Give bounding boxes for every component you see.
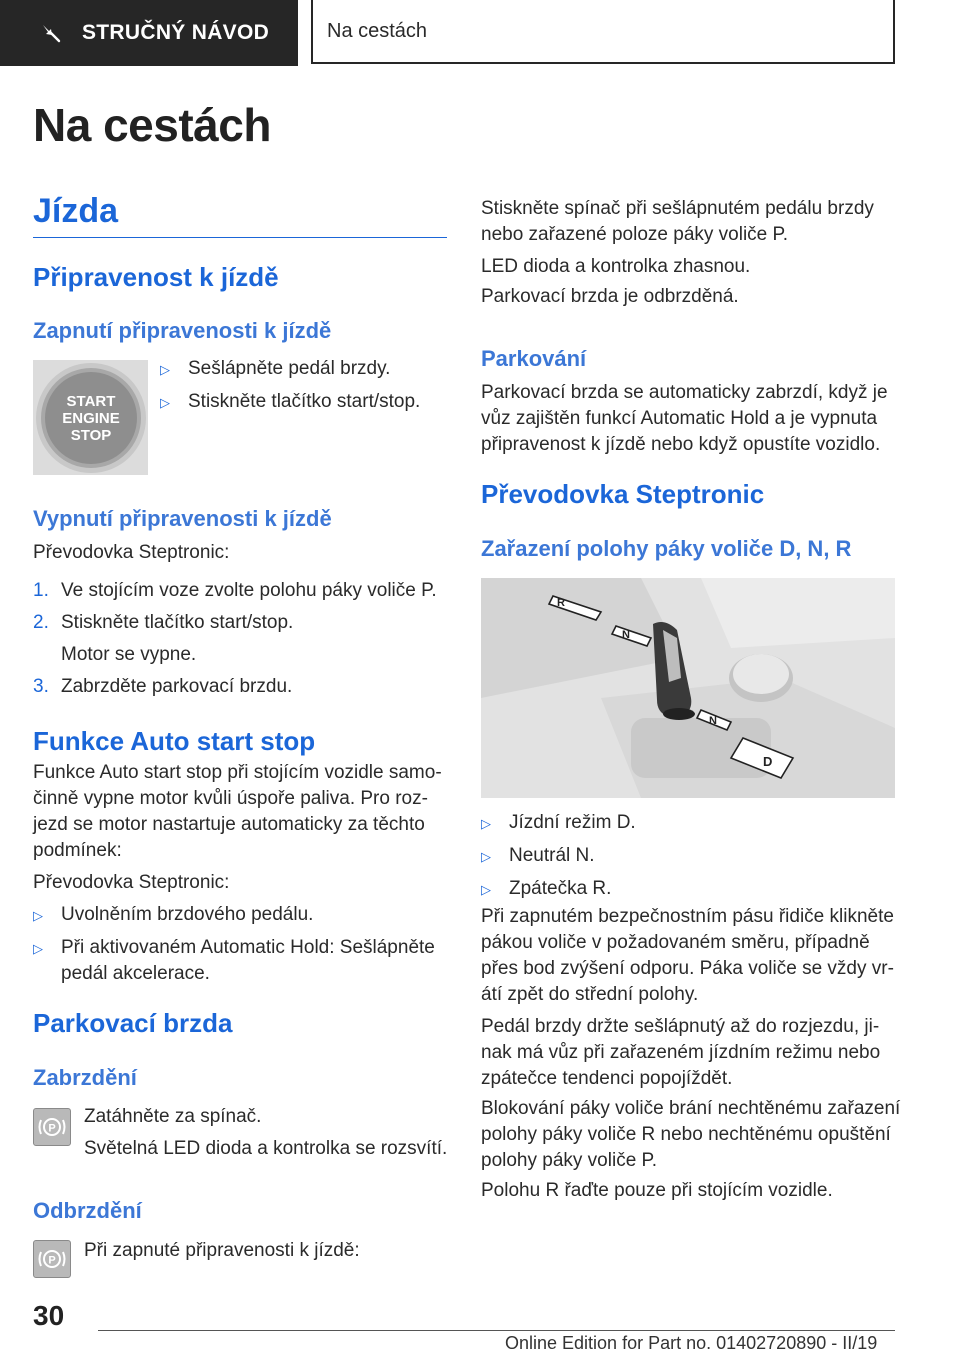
odbrzdeni-text: Při zapnuté připravenosti k jízdě:: [84, 1240, 360, 1261]
list-item: 3. Zabrzděte parkovací brzdu.: [33, 676, 293, 697]
parking-brake-icon: [33, 1108, 71, 1146]
breadcrumb: Na cestách: [311, 0, 895, 64]
gear-paragraph-4: Polohu R řaďte pouze při stojícím vozidle.: [481, 1180, 833, 1201]
shifter-label-d: D: [763, 754, 773, 769]
list-item: Motor se vypne.: [61, 644, 197, 665]
page-title: Na cestách: [33, 99, 271, 151]
parking-brake-icon: [33, 1240, 71, 1278]
zapnuti-list: [160, 356, 450, 416]
bullet-triangle-icon: ▷: [481, 849, 491, 864]
start-label: START: [66, 393, 116, 410]
heading-parkovaci-brzda: Parkovací brzda: [33, 1008, 233, 1038]
brake-released-text: Parkovací brzda je odbrzděná.: [481, 286, 739, 307]
heading-jizda: Jízda: [33, 192, 447, 238]
footer-divider: [98, 1330, 895, 1331]
gear-list: [481, 810, 895, 903]
bullet-triangle-icon: ▷: [160, 362, 170, 377]
odbrzdeni-continued: Stiskněte spínač při sešlápnutém pedálu brzdy nebo zařazené poloze páky voliče P.: [481, 198, 874, 245]
heading-steptronic: Převodovka Steptronic: [481, 479, 765, 509]
list-item: 1. Ve stojícím voze zvolte polohu páky voliče P.: [33, 580, 437, 601]
svg-text:P: P: [48, 1254, 56, 1267]
heading-jizda-block: [33, 192, 447, 238]
list-item: ▷ Zpátečka R.: [481, 876, 895, 903]
list-item: ▷ Neutrál N.: [481, 843, 895, 870]
vypnuti-intro: Převodovka Steptronic:: [33, 542, 230, 563]
shifter-label-r: R: [557, 597, 565, 609]
auto-intro: Převodovka Steptronic:: [33, 872, 230, 893]
heading-zapnuti: Zapnutí připravenosti k jízdě: [33, 318, 332, 343]
parkovani-paragraph: Parkovací brzda se automaticky zabrzdí, když je vůz zajištěn funkcí Automatic Hold a je vypnuta připravenost k jízdě nebo když opustíte vozidlo.: [481, 382, 888, 455]
heading-parkovani: Parkování: [481, 346, 587, 371]
bullet-triangle-icon: ▷: [481, 882, 491, 897]
heading-vypnuti: Vypnutí připravenosti k jízdě: [33, 506, 332, 531]
shifter-label-n-bottom: N: [709, 715, 717, 727]
heading-auto-start-stop: Funkce Auto start stop: [33, 726, 316, 756]
list-item: ▷ Jízdní režim D.: [481, 810, 895, 837]
heading-pripravenost: Připravenost k jízdě: [33, 262, 279, 292]
engine-label: ENGINE: [62, 410, 120, 427]
gear-paragraph-1: Při zapnutém bezpečnostním pásu řidiče klikněte pákou voliče v požadovaném směru, případně přes bod zvýšení odporu. Páka voliče se vždy vr- átí zpět do střední polohy.: [481, 906, 894, 1005]
start-stop-button-photo: [33, 360, 148, 475]
led-off-text: LED dioda a kontrolka zhasnou.: [481, 256, 751, 277]
auto-paragraph: Funkce Auto start stop při stojícím vozidle samo- činně vypne motor kvůli úspoře paliva. Pro roz- jezd se motor nastartuje automaticky za těchto podmínek:: [33, 762, 442, 861]
bullet-triangle-icon: ▷: [481, 816, 491, 831]
auto-list: [33, 902, 447, 987]
page-number: 30: [33, 1300, 65, 1331]
list-item: ▷ Uvolněním brzdového pedálu.: [33, 902, 447, 929]
heading-zarazeni: Zařazení polohy páky voliče D, N, R: [481, 536, 852, 561]
gear-paragraph-2: Pedál brzdy držte sešlápnutý až do rozjezdu, ji- nak má vůz při zařazeném jízdním režimu nebo zpátečce tendenci popojíždět.: [481, 1016, 881, 1089]
section-tab-label: STRUČNÝ NÁVOD: [82, 21, 270, 44]
gear-selector-photo: [481, 578, 895, 798]
section-tab-quick-guide[interactable]: [0, 0, 298, 66]
quick-guide-icon: [40, 22, 62, 44]
bullet-triangle-icon: ▷: [33, 908, 43, 923]
stop-label: STOP: [70, 427, 112, 444]
footer-edition: Online Edition for Part no. 01402720890 - II/19: [505, 1333, 878, 1353]
bullet-triangle-icon: ▷: [33, 941, 43, 956]
gear-paragraph-3: Blokování páky voliče brání nechtěnému zařazení polohy páky voliče R nebo nechtěnému opuštění polohy páky voliče P.: [481, 1098, 901, 1171]
heading-zabrzdeni: Zabrzdění: [33, 1065, 137, 1090]
list-item: 2. Stiskněte tlačítko start/stop.: [33, 612, 294, 633]
list-item: ▷ Stiskněte tlačítko start/stop.: [160, 389, 450, 416]
vypnuti-steps: [33, 578, 447, 700]
svg-text:P: P: [48, 1122, 56, 1135]
heading-odbrzdeni: Odbrzdění: [33, 1198, 142, 1223]
zabrzdeni-text: Zatáhněte za spínač. Světelná LED dioda a kontrolka se rozsvítí.: [84, 1106, 448, 1159]
list-item: ▷ Při aktivovaném Automatic Hold: Sešlápněte pedál akcelerace.: [33, 935, 447, 987]
shifter-label-n-top: N: [622, 629, 630, 641]
list-item: ▷ Sešlápněte pedál brzdy.: [160, 356, 450, 383]
bullet-triangle-icon: ▷: [160, 395, 170, 410]
